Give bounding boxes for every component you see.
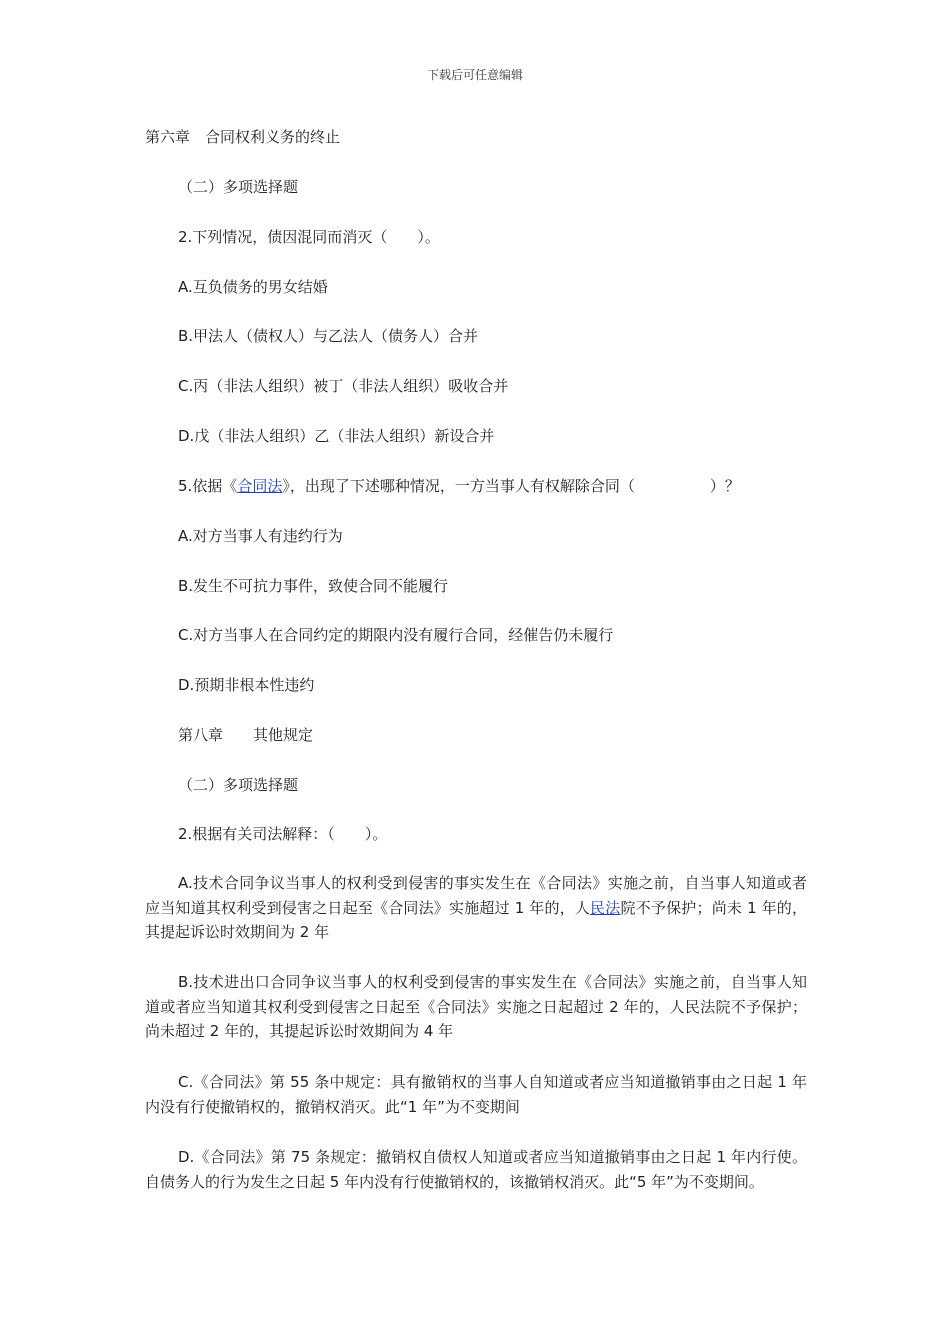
contract-law-link[interactable]: 合同法 [237, 477, 283, 495]
chapter-8-question-2-stem: 2.根据有关司法解释：（ ）。 [178, 825, 388, 843]
question-2-option-a: A.互负债务的男女结婚 [178, 278, 328, 296]
question-5-stem-prefix: 5.依据《 [178, 477, 238, 495]
question-2-option-b: B.甲法人（债权人）与乙法人（债务人）合并 [178, 327, 479, 345]
question-5-stem [178, 475, 740, 497]
question-2-option-c: C.丙（非法人组织）被丁（非法人组织）吸收合并 [178, 377, 509, 395]
page-header: 下载后可任意编辑 [426, 68, 523, 82]
chapter-6-title: 第六章 合同权利义务的终止 [145, 128, 341, 146]
question-2-stem: 2.下列情况，债因混同而消灭（ ）。 [178, 228, 440, 246]
question-5-option-b: B.发生不可抗力事件，致使合同不能履行 [178, 577, 449, 595]
chapter-8-option-b: B.技术进出口合同争议当事人的权利受到侵害的事实发生在《合同法》实施之前，自当事人知道或者应当知道其权利受到侵害之日起至《合同法》实施之日起超过 2 年的，人民法院不予保护；尚未超过 2 年的，其提起诉讼时效期间为 4 年 [145, 973, 807, 1040]
chapter-8-title: 第八章 其他规定 [178, 726, 314, 744]
question-5-option-a: A.对方当事人有违约行为 [178, 527, 343, 545]
chapter-8-option-d: D.《合同法》第 75 条规定：撤销权自债权人知道或者应当知道撤销事由之日起 1 年内行使。自债务人的行为发生之日起 5 年内没有行使撤销权的，该撤销权消灭。此“5 年”为不变期间。 [145, 1148, 807, 1191]
option-a-text-after: 院不予保护；尚未 1 年的，其提起诉讼时效期间为 2 年 [145, 898, 807, 941]
question-2-option-d: D.戊（非法人组织）乙（非法人组织）新设合并 [178, 427, 495, 445]
chapter-8-section-heading: （二）多项选择题 [178, 776, 299, 794]
question-5-option-c: C.对方当事人在合同约定的期限内没有履行合同，经催告仍未履行 [178, 626, 614, 644]
chapter-6-section-heading: （二）多项选择题 [178, 178, 299, 196]
option-a-text-before: A.技术合同争议当事人的权利受到侵害的事实发生在《合同法》实施之前，自当事人知道或者应当知道其权利受到侵害之日起至《合同法》实施超过 1 年的，人 [145, 874, 807, 917]
civil-law-link[interactable]: 民法 [590, 898, 621, 917]
chapter-8-option-c: C.《合同法》第 55 条中规定：具有撤销权的当事人自知道或者应当知道撤销事由之日起 1 年内没有行使撤销权的，撤销权消灭。此“1 年”为不变期间 [145, 1073, 807, 1116]
chapter-8-option-a [145, 871, 807, 945]
question-5-option-d: D.预期非根本性违约 [178, 676, 315, 694]
question-5-stem-suffix: 》，出现了下述哪种情况，一方当事人有权解除合同（ ）？ [282, 477, 740, 495]
